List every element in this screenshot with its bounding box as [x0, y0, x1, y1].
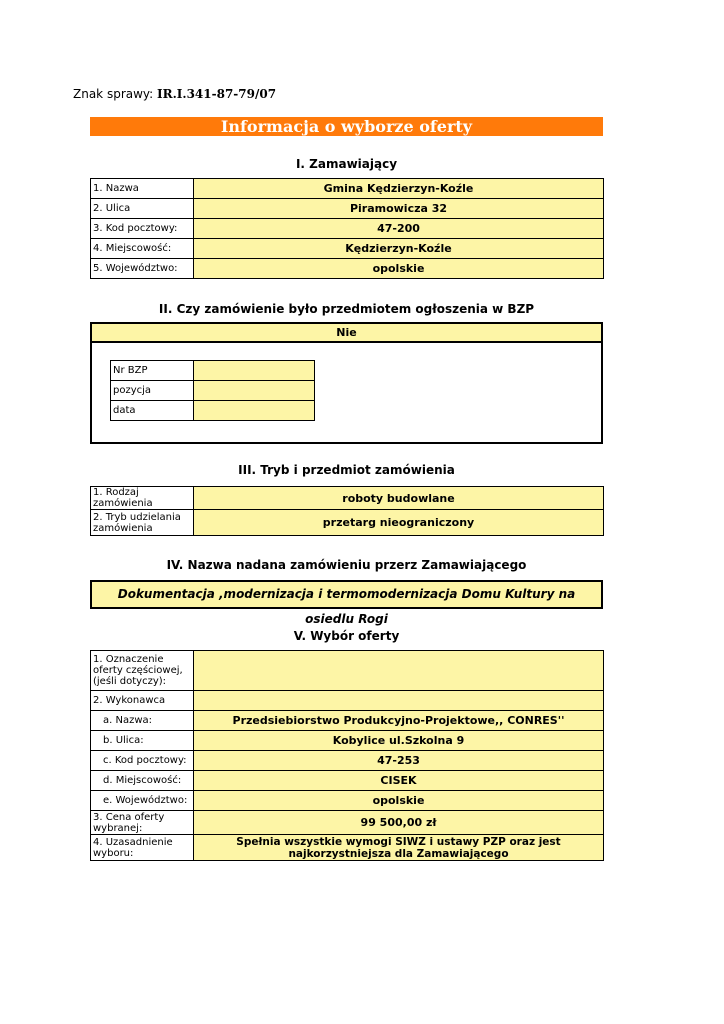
- field-label: e. Województwo:: [91, 791, 194, 811]
- field-value: [194, 691, 604, 711]
- field-value: roboty budowlane: [194, 487, 604, 510]
- field-label: 4. Uzasadnienie wyboru:: [91, 835, 194, 861]
- field-value: Kobylice ul.Szkolna 9: [194, 731, 604, 751]
- field-label: c. Kod pocztowy:: [91, 751, 194, 771]
- field-label: 4. Miejscowość:: [91, 239, 194, 259]
- field-label: Nr BZP: [111, 361, 194, 381]
- field-label: 2. Wykonawca: [91, 691, 194, 711]
- field-value: CISEK: [194, 771, 604, 791]
- page-title: Informacja o wyborze oferty: [90, 117, 603, 136]
- field-value: Kędzierzyn-Koźle: [194, 239, 604, 259]
- field-label: data: [111, 401, 194, 421]
- field-value: 99 500,00 zł: [194, 811, 604, 835]
- field-label: a. Nazwa:: [91, 711, 194, 731]
- bzp-answer: Nie: [92, 324, 601, 343]
- field-value: Gmina Kędzierzyn-Koźle: [194, 179, 604, 199]
- field-label: 5. Województwo:: [91, 259, 194, 279]
- bzp-details-table: [110, 360, 315, 421]
- field-label: 3. Kod pocztowy:: [91, 219, 194, 239]
- field-value: [194, 401, 315, 421]
- field-value: [194, 651, 604, 691]
- procurement-mode-table: [90, 486, 604, 536]
- contracting-authority-table: [90, 178, 604, 279]
- field-label: 1. Rodzaj zamówienia: [91, 487, 194, 510]
- section-3-title: III. Tryb i przedmiot zamówienia: [238, 463, 455, 477]
- field-label: 3. Cena oferty wybranej:: [91, 811, 194, 835]
- field-label: pozycja: [111, 381, 194, 401]
- offer-selection-table: [90, 650, 604, 861]
- field-value: Spełnia wszystkie wymogi SIWZ i ustawy PZP oraz jest najkorzystniejsza dla Zamawiającego: [194, 835, 604, 861]
- section-1-title: I. Zamawiający: [295, 157, 398, 171]
- field-label: b. Ulica:: [91, 731, 194, 751]
- field-value: 47-200: [194, 219, 604, 239]
- field-value: [194, 361, 315, 381]
- case-reference: [73, 87, 276, 101]
- field-label: 2. Tryb udzielania zamówienia: [91, 510, 194, 536]
- contract-name: Dokumentacja ,modernizacja i termomodernizacja Domu Kultury na osiedlu Rogi: [90, 580, 603, 609]
- field-label: 1. Nazwa: [91, 179, 194, 199]
- field-value: opolskie: [194, 259, 604, 279]
- field-value: 47-253: [194, 751, 604, 771]
- field-label: 1. Oznaczenie oferty częściowej, (jeśli dotyczy):: [91, 651, 194, 691]
- field-value: Piramowicza 32: [194, 199, 604, 219]
- section-5-title: V. Wybór oferty: [293, 629, 400, 643]
- field-value: przetarg nieograniczony: [194, 510, 604, 536]
- case-reference-label: Znak sprawy:: [73, 87, 154, 101]
- field-value: Przedsiebiorstwo Produkcyjno-Projektowe,, CONRES'': [194, 711, 604, 731]
- field-value: [194, 381, 315, 401]
- field-label: d. Miejscowość:: [91, 771, 194, 791]
- field-label: 2. Ulica: [91, 199, 194, 219]
- case-reference-value: IR.I.341-87-79/07: [157, 87, 277, 101]
- section-4-title: IV. Nazwa nadana zamówieniu przerz Zamawiającego: [166, 558, 527, 572]
- field-value: opolskie: [194, 791, 604, 811]
- section-2-title: II. Czy zamówienie było przedmiotem ogłoszenia w BZP: [158, 302, 535, 316]
